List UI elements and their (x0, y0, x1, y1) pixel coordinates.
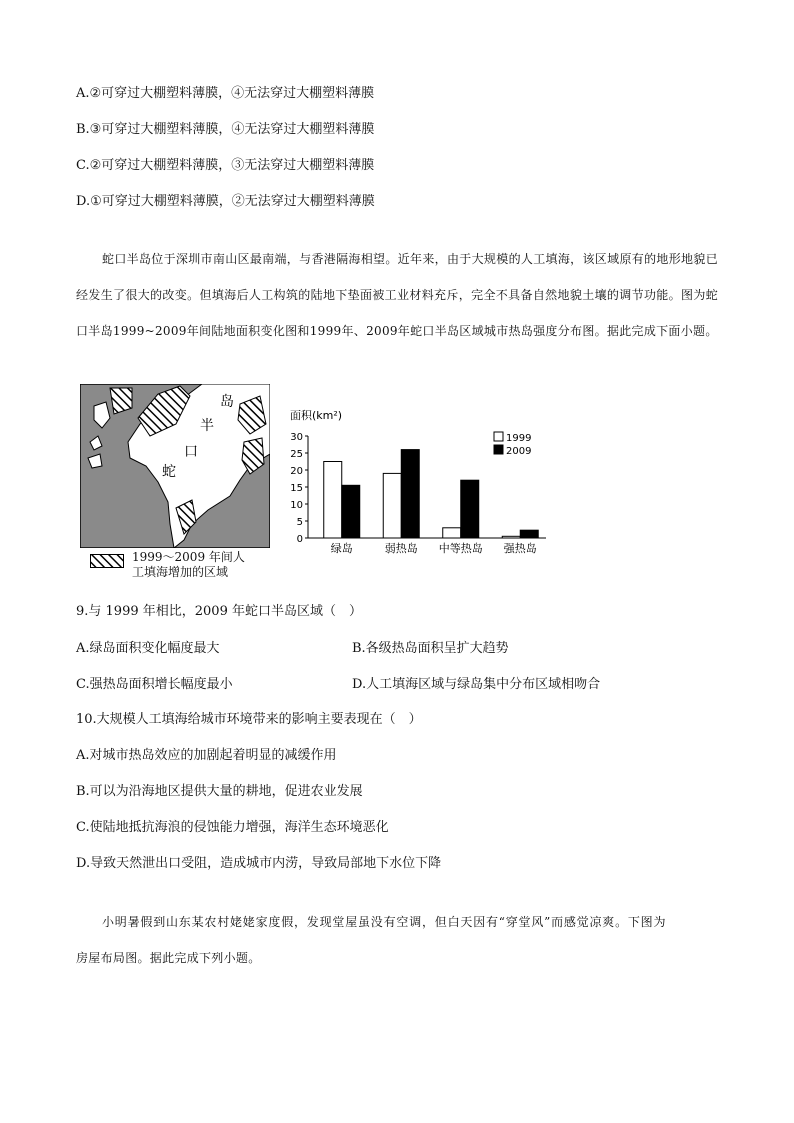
legend-label: 2009 (506, 446, 532, 457)
passage-shekou (76, 241, 718, 349)
chart-ylabel: 面积(km²) (290, 409, 343, 422)
q9-option-b[interactable]: B.各级热岛面积呈扩大趋势 (352, 641, 509, 656)
q10-option-a[interactable]: A.对城市热岛效应的加剧起着明显的减缓作用 (76, 748, 337, 763)
legend-swatch-2009 (494, 445, 503, 454)
hatch-legend-swatch (90, 554, 124, 568)
bar-2009-绿岛 (342, 485, 360, 538)
category-label: 弱热岛 (384, 542, 418, 555)
passage-shekou-text: 蛇口半岛位于深圳市南山区最南端，与香港隔海相望。近年来，由于大规模的人工填海，该区域原有的地形地貌已经发生了很大的改变。但填海后人工构筑的陆地下垫面被工业材料充斥，完全不具备自然地貌土壤的调节功能。图为蛇口半岛1999~2009年间陆地面积变化图和1999年、2009年蛇口半岛区域城市热岛强度分布图。据此完成下面小题。 (76, 252, 718, 338)
y-tick-label: 15 (290, 483, 303, 494)
map-label: 半 (200, 418, 214, 434)
bar-2009-弱热岛 (401, 450, 419, 538)
bar-2009-强热岛 (520, 530, 538, 538)
category-label: 绿岛 (330, 542, 353, 555)
legend-label: 1999 (506, 433, 532, 444)
bar-1999-中等热岛 (443, 528, 461, 538)
q10-option-c[interactable]: C.使陆地抵抗海浪的侵蚀能力增强，海洋生态环境恶化 (76, 820, 389, 835)
passage-house (76, 904, 718, 976)
bar-1999-绿岛 (324, 462, 342, 539)
map-label: 岛 (220, 394, 234, 410)
bar-2009-中等热岛 (461, 480, 479, 538)
area-bar-chart (286, 408, 576, 558)
q10-option-b[interactable]: B.可以为沿海地区提供大量的耕地，促进农业发展 (76, 784, 363, 799)
y-tick-label: 30 (290, 432, 303, 443)
question-10-stem: 10.大规模人工填海给城市环境带来的影响主要表现在（ ） (76, 712, 422, 727)
bar-1999-强热岛 (502, 536, 520, 538)
q9-option-c[interactable]: C.强热岛面积增长幅度最小 (76, 677, 233, 692)
question-9-stem: 9.与 1999 年相比，2009 年蛇口半岛区域（ ） (76, 604, 362, 619)
prev-option-b: B.③可穿过大棚塑料薄膜，④无法穿过大棚塑料薄膜 (76, 122, 375, 137)
category-label: 强热岛 (503, 542, 537, 555)
bar-1999-弱热岛 (383, 473, 401, 538)
y-tick-label: 10 (290, 500, 303, 511)
y-tick-label: 5 (296, 517, 303, 528)
prev-option-a: A.②可穿过大棚塑料薄膜，④无法穿过大棚塑料薄膜 (76, 86, 375, 101)
map-label: 口 (184, 444, 198, 460)
passage-house-line2: 房屋布局图。据此完成下列小题。 (76, 951, 261, 965)
q9-option-d[interactable]: D.人工填海区域与绿岛集中分布区域相吻合 (352, 677, 601, 692)
map-label: 蛇 (162, 464, 176, 480)
legend-line: 1999～2009 年间人 (132, 550, 245, 564)
category-label: 中等热岛 (438, 542, 483, 555)
y-tick-label: 0 (296, 534, 303, 545)
shekou-map (80, 384, 270, 548)
prev-option-d: D.①可穿过大棚塑料薄膜，②无法穿过大棚塑料薄膜 (76, 194, 375, 209)
y-tick-label: 20 (290, 466, 303, 477)
q10-option-d[interactable]: D.导致天然泄出口受阻，造成城市内涝，导致局部地下水位下降 (76, 856, 442, 871)
passage-house-line1: 小明暑假到山东某农村姥姥家度假，发现堂屋虽没有空调，但白天因有“穿堂风”而感觉凉爽。下图为 (102, 915, 667, 929)
y-tick-label: 25 (290, 449, 303, 460)
q9-option-a[interactable]: A.绿岛面积变化幅度最大 (76, 641, 220, 656)
legend-line: 工填海增加的区域 (132, 565, 229, 579)
prev-option-c: C.②可穿过大棚塑料薄膜，③无法穿过大棚塑料薄膜 (76, 158, 375, 173)
legend-swatch-1999 (494, 432, 503, 441)
